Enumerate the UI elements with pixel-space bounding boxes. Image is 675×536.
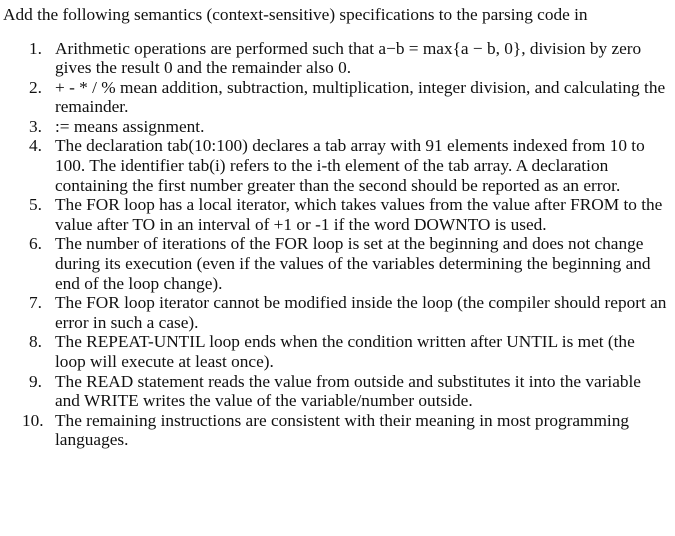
list-item bbox=[3, 195, 669, 234]
list-item-text: The remaining instructions are consistent with their meaning in most programming languages. bbox=[55, 410, 630, 450]
list-item-number: 7. bbox=[29, 293, 42, 313]
list-item-number: 5. bbox=[29, 195, 42, 215]
list-item bbox=[3, 78, 669, 117]
list-item bbox=[3, 411, 669, 450]
list-item-number: 4. bbox=[29, 136, 42, 156]
list-item bbox=[3, 372, 669, 411]
document-body bbox=[3, 5, 669, 450]
list-item-number: 6. bbox=[29, 234, 42, 254]
list-item bbox=[3, 332, 669, 371]
list-item bbox=[3, 234, 669, 293]
list-item-text: The declaration tab(10:100) declares a tab array with 91 elements indexed from 10 to 100. The identifier tab(i) refers to the i-th element of the tab array. A declaration containing the first number greater than the second should be reported as an error. bbox=[55, 136, 645, 195]
list-item-text: The REPEAT-UNTIL loop ends when the condition written after UNTIL is met (the loop will execute at least once). bbox=[55, 332, 635, 371]
list-item-text: The READ statement reads the value from outside and substitutes it into the variable and WRITE writes the value of the variable/number outside. bbox=[55, 371, 641, 411]
list-item-number: 3. bbox=[29, 116, 42, 136]
list-item-text: The FOR loop iterator cannot be modified inside the loop (the compiler should report an error in such a case). bbox=[55, 293, 667, 332]
list-item-text: The number of iterations of the FOR loop is set at the beginning and does not change during its execution (even if the values of the variables determining the beginning and end of the loop change). bbox=[55, 234, 651, 293]
list-item bbox=[3, 39, 669, 78]
list-item-number: 9. bbox=[29, 371, 42, 391]
list-item bbox=[3, 117, 669, 137]
list-item bbox=[3, 293, 669, 332]
list-item-number: 8. bbox=[29, 332, 42, 352]
list-item-text: Arithmetic operations are performed such that a−b = max{a − b, 0}, division by zero gives the result 0 and the remainder also 0. bbox=[55, 38, 642, 78]
list-item-text: The FOR loop has a local iterator, which takes values from the value after FROM to the value after TO in an interval of +1 or -1 if the word DOWNTO is used. bbox=[55, 195, 663, 234]
list-item-text: := means assignment. bbox=[55, 116, 205, 136]
list-item-number: 1. bbox=[29, 38, 42, 58]
intro-paragraph: Add the following semantics (context-sensitive) specifications to the parsing code in bbox=[3, 5, 588, 24]
list-item-text: + - * / % mean addition, subtraction, multiplication, integer division, and calculating the remainder. bbox=[55, 77, 666, 117]
list-item-number: 2. bbox=[29, 77, 42, 97]
specification-list bbox=[3, 39, 669, 450]
list-item bbox=[3, 136, 669, 195]
list-item-number: 10. bbox=[22, 410, 44, 430]
